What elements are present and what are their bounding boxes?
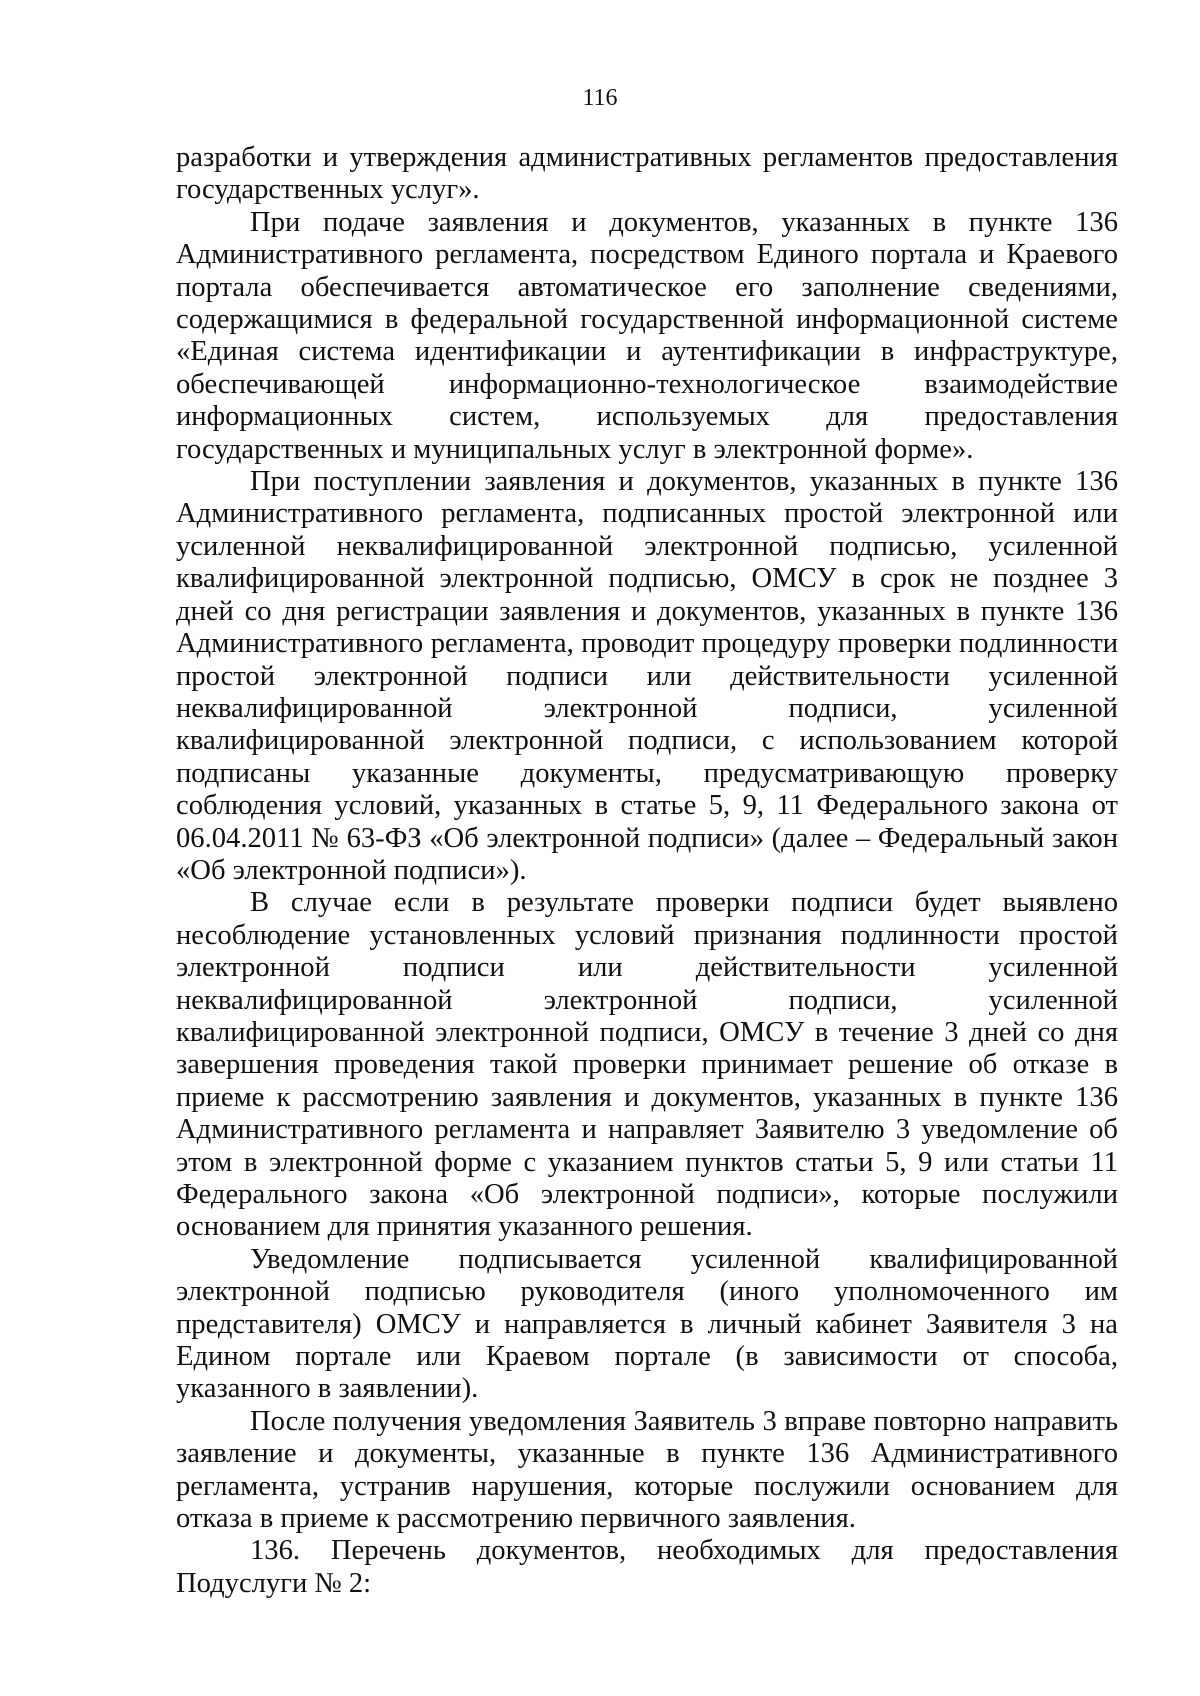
paragraph-autofill: При подаче заявления и документов, указанных в пункте 136 Административного регламента, посредством Единого портала и Краевого портала обеспечивается автоматическое его заполнение сведениями, содержащимися в федеральной государственной информационной системе «Единая система идентификации и аутентификации в инфраструктуре, обеспечивающей информационно-технологическое взаимодействие информационных систем, используемых для предоставления государственных и муниципальных услуг в электронной форме». [176, 206, 1118, 465]
paragraph-item-136: 136. Перечень документов, необходимых для предоставления Подуслуги № 2: [176, 1535, 1118, 1599]
paragraph-resubmission: После получения уведомления Заявитель 3 вправе повторно направить заявление и документы, указанные в пункте 136 Административного регламента, устранив нарушения, которые послужили основанием для отказа в приеме к рассмотрению первичного заявления. [176, 1405, 1118, 1535]
page-number: 116 [582, 85, 618, 111]
paragraph-continuation: разработки и утверждения административных регламентов предоставления государственных услуг». [176, 142, 1118, 206]
document-body [176, 142, 1118, 1600]
paragraph-check-failure: В случае если в результате проверки подписи будет выявлено несоблюдение установленных условий признания подлинности простой электронной подписи или действительности усиленной неквалифицированной электронной подписи, усиленной квалифицированной электронной подписи, ОМСУ в течение 3 дней со дня завершения проведения такой проверки принимает решение об отказе в приеме к рассмотрению заявления и документов, указанных в пункте 136 Административного регламента и направляет Заявителю 3 уведомление об этом в электронной форме с указанием пунктов статьи 5, 9 или статьи 11 Федерального закона «Об электронной подписи», которые послужили основанием для принятия указанного решения. [176, 887, 1118, 1243]
paragraph-notification: Уведомление подписывается усиленной квалифицированной электронной подписью руководителя (иного уполномоченного им представителя) ОМСУ и направляется в личный кабинет Заявителя 3 на Едином портале или Краевом портале (в зависимости от способа, указанного в заявлении). [176, 1243, 1118, 1405]
paragraph-signature-check: При поступлении заявления и документов, указанных в пункте 136 Административного регламента, подписанных простой электронной или усиленной неквалифицированной электронной подписью, усиленной квалифицированной электронной подписью, ОМСУ в срок не позднее 3 дней со дня регистрации заявления и документов, указанных в пункте 136 Административного регламента, проводит процедуру проверки подлинности простой электронной подписи или действительности усиленной неквалифицированной электронной подписи, усиленной квалифицированной электронной подписи, с использованием которой подписаны указанные документы, предусматривающую проверку соблюдения условий, указанных в статье 5, 9, 11 Федерального закона от 06.04.2011 № 63-ФЗ «Об электронной подписи» (далее – Федеральный закон «Об электронной подписи»). [176, 466, 1118, 886]
